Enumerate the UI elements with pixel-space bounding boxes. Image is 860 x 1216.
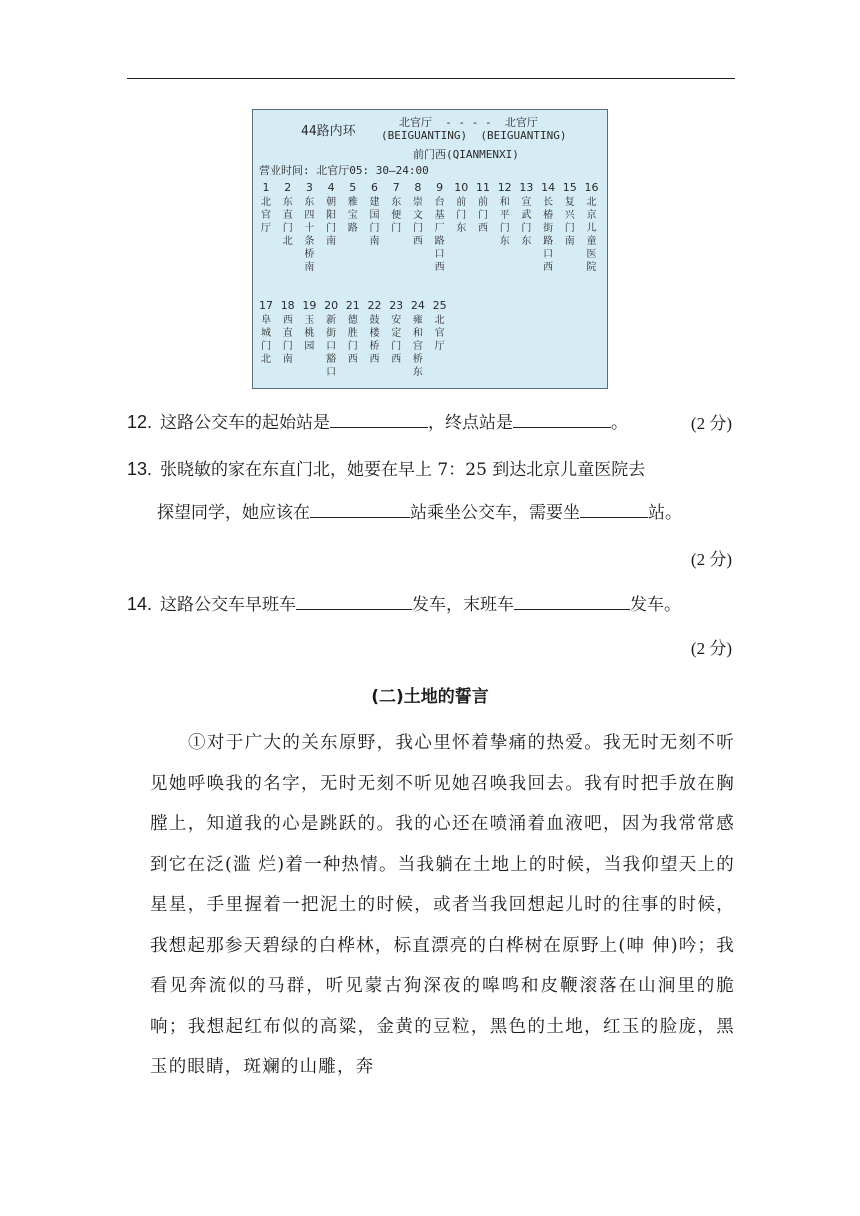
stop-name: 雅 宝 路 [347,197,358,234]
question-text: 发车，末班车 [412,595,515,615]
stop-name: 新 街 口 豁 口 [326,315,337,378]
stop-number: 20 [324,299,339,312]
score: (2 分) [690,414,732,433]
bus-stop [299,180,319,274]
stop-name: 和 平 门 东 [499,197,510,247]
stop-number: 14 [541,181,556,194]
stop-number: 24 [410,299,425,312]
bus-stop [386,180,406,235]
stop-name: 德 胜 门 西 [347,315,358,365]
stop-number: 22 [367,299,382,312]
stop-name: 阜 城 门 北 [261,315,271,365]
reading-passage [150,723,735,1088]
answer-blank[interactable] [514,593,630,610]
bus-stop [473,180,493,235]
stop-name: 玉 桃 园 [304,315,315,352]
stop-name: 宣 武 门 东 [521,197,532,247]
stop-name: 台 基 厂 路 口 西 [434,197,445,273]
stop-number: 25 [432,299,447,312]
dash: - - - - [445,116,492,129]
stop-number: 11 [476,181,490,194]
bus-stop [299,298,319,353]
bus-stop [321,180,341,248]
route-terminals-en [381,129,566,142]
stop-number: 12 [497,181,512,194]
question-text: 这路公交车的起始站是 [160,413,331,433]
question-text: 。 [611,413,629,433]
bus-stop [278,180,298,248]
stop-name: 鼓 楼 桥 西 [369,315,380,365]
answer-blank[interactable] [513,411,611,428]
to-station-en: (BEIGUANTING) [480,129,567,142]
stop-name: 朝 阳 门 南 [326,197,337,247]
score: (2 分) [690,550,732,569]
question-text: 发车。 [630,595,682,615]
to-station: 北官厅 [504,116,538,129]
route-name: 44路内环 [301,124,356,139]
stop-name: 复 兴 门 南 [564,197,575,247]
bus-stop [343,180,363,235]
score: (2 分) [690,639,732,658]
bus-stop [321,298,341,379]
section-title: (二)土地的誓言 [371,687,489,707]
stop-number: 3 [305,181,313,194]
answer-blank[interactable] [330,411,428,428]
stop-number: 7 [392,181,400,194]
bus-stop [365,298,385,366]
question-text: ，终点站是 [428,413,514,433]
bus-stop [408,298,428,379]
operating-hours: 营业时间: 北官厅05: 30—24:00 [259,164,429,177]
question-text: 站。 [648,503,682,523]
stop-name: 崇 文 门 西 [412,197,423,247]
stop-number: 5 [349,181,357,194]
header-rule [127,78,735,79]
bus-stop [516,180,536,248]
bus-stop [538,180,558,274]
stop-number: 18 [280,299,295,312]
bus-stop [495,180,515,248]
question-text: 站乘坐公交车，需要坐 [410,503,580,523]
stop-name: 北 京 儿 童 医 院 [586,197,597,273]
stop-name: 长 椿 街 路 口 西 [543,197,554,273]
stop-name: 安 定 门 西 [391,315,402,365]
bus-stop [430,180,450,274]
question-text: 探望同学，她应该在 [157,503,310,523]
stop-name: 前 门 东 [456,197,467,234]
bus-stop [408,180,428,248]
from-station: 北官厅 [399,116,432,129]
bus-stop [365,180,385,248]
bus-route-sign [252,109,608,389]
stop-name: 雍 和 宫 桥 东 [412,315,423,378]
stop-number: 1 [262,181,270,194]
question-text: 张晓敏的家在东直门北，她要在早上 7：25 到达北京儿童医院去 [160,460,646,480]
stop-name: 西 直 门 南 [282,315,293,365]
question-13 [127,455,645,480]
bus-stop [278,298,298,366]
question-13-line2 [157,498,682,523]
question-number: 14. [127,594,153,614]
stop-number: 19 [302,299,317,312]
bus-stop [256,298,276,366]
bus-stop [430,298,450,353]
question-14 [127,590,681,615]
bus-stop [582,180,602,274]
stop-number: 17 [259,299,273,312]
answer-blank[interactable] [296,593,412,610]
stop-number: 9 [436,181,444,194]
stop-number: 21 [345,299,360,312]
question-text: 这路公交车早班车 [160,595,297,615]
stop-number: 13 [519,181,534,194]
stop-number: 6 [371,181,378,194]
via-station: 前门西(QIANMENXI) [413,148,519,161]
question-number: 13. [127,459,153,479]
stop-number: 10 [454,181,469,194]
stop-name: 东 便 门 [391,197,402,234]
route-terminals [399,116,538,129]
stop-number: 4 [327,181,335,194]
stop-name: 东 直 门 北 [282,197,293,247]
stop-number: 16 [584,181,599,194]
passage-paragraph: ①对于广大的关东原野，我心里怀着挚痛的热爱。我无时无刻不听见她呼唤我的名字，无时无刻不听见她召唤我回去。我有时把手放在胸膛上，知道我的心是跳跃的。我的心还在喷涌着血液吧，因为我常常感到它在泛(滥 烂)着一种热情。当我躺在土地上的时候，当我仰望天上的星星，手里握着一把泥土的时候，或者当我回想起儿时的往事的时候，我想起那参天碧绿的白桦林，标直漂亮的白桦树在原野上(呻 伸)吟；我看见奔流似的马群，听见蒙古狗深夜的嗥鸣和皮鞭滚落在山涧里的脆响；我想起红布似的高粱，金黄的豆粒，黑色的土地，红玉的脸庞，黑玉的眼睛，斑斓的山雕，奔 [150,733,735,1077]
bus-stop [386,298,406,366]
stop-name: 东 四 十 条 桥 南 [304,197,315,273]
answer-blank[interactable] [580,501,648,518]
stop-name: 北 官 厅 [434,315,445,352]
bus-stop [256,180,276,235]
stop-name: 前 门 西 [478,197,488,234]
question-number: 12. [127,412,153,432]
bus-stop [560,180,580,248]
bus-stop [451,180,471,235]
question-12 [127,408,628,433]
stop-number: 8 [414,181,422,194]
stop-number: 2 [284,181,292,194]
stop-name: 北 官 厅 [261,197,271,234]
stop-number: 15 [562,181,577,194]
answer-blank[interactable] [310,501,410,518]
from-station-en: (BEIGUANTING) [381,129,468,142]
bus-stop [343,298,363,366]
stop-name: 建 国 门 南 [369,197,380,247]
stop-number: 23 [389,299,404,312]
